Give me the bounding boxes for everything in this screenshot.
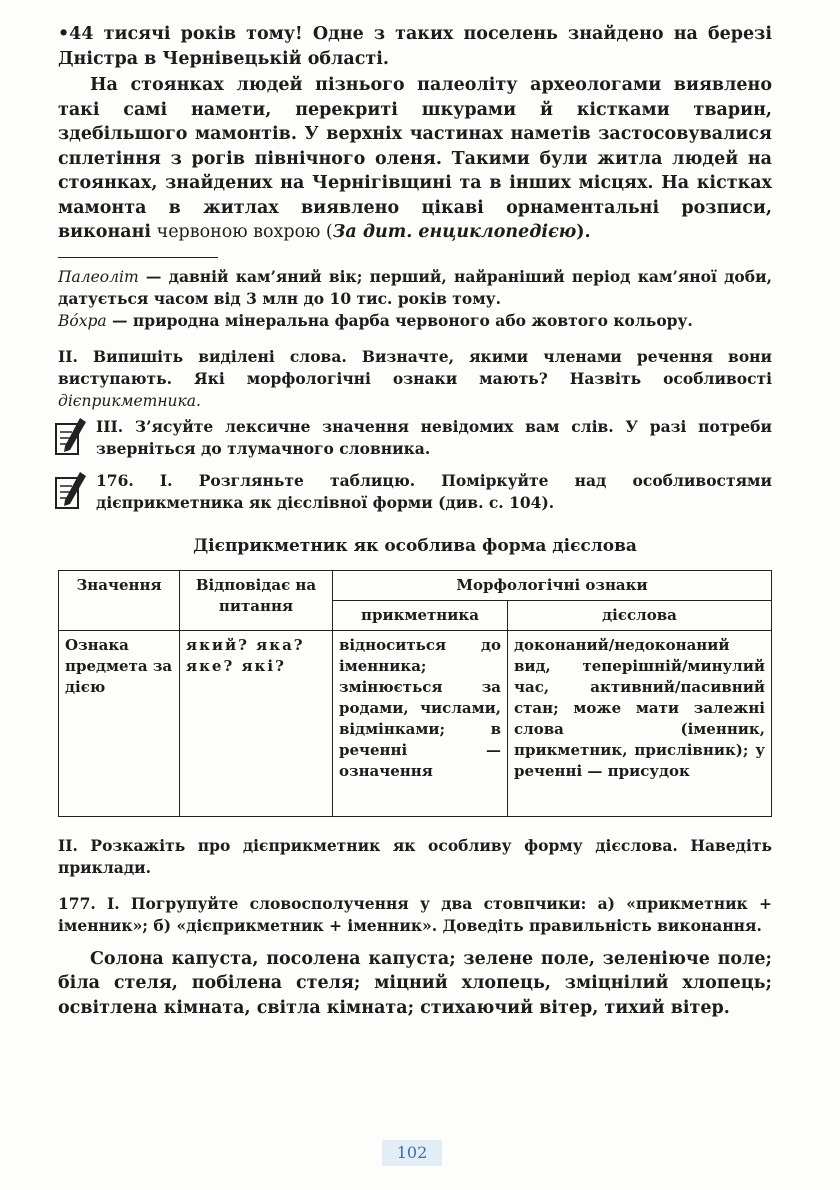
para-part2: шкурами й кістками тварин, здебільшого мамонтів. У верхніх частинах наметів застосовувалися сплетіння з рогів північного оленя. Такими були житла людей на стоянках, знайдених на Чернігівщині та в інших місцях. На кістках мамонта в житлах виявлено цікаві орнаментальні розписи, xyxy=(58,99,772,218)
header-morph: Морфологічні ознаки xyxy=(333,570,772,600)
cell-meaning: Ознака предмета за дією xyxy=(59,630,180,816)
header-meaning: Значення xyxy=(59,570,180,630)
table-title: Дієприкметник як особлива форма дієслова xyxy=(193,535,637,556)
header-answers: Відповідає на питання xyxy=(180,570,333,630)
glossary-term: Палеоліт xyxy=(58,267,139,286)
participle-table xyxy=(58,570,772,817)
glossary-term: Во́хра xyxy=(58,311,107,330)
top-paragraph: •44 тисячі років тому! Одне з таких поселень знайдено на березі Дністра в Чернівецькій області. xyxy=(58,24,772,69)
writing-pen-icon xyxy=(52,416,88,460)
highlight-perekryti: перекриті xyxy=(271,99,398,120)
source-reference: За дит. енциклопедією xyxy=(332,222,577,242)
cell-adj: відноситься до іменника; змінюється за родами, числами, відмінками; в реченні — означення xyxy=(333,630,508,816)
highlight-vykonani: виконані xyxy=(58,222,152,242)
writing-pen-icon xyxy=(52,470,88,514)
exercise-177: 177. І. Погрупуйте словосполучення у два стовпчики: а) «прикметник + іменник»; б) «дієприкметник + іменник». Доведіть правильність виконання. xyxy=(58,893,772,935)
glossary-definition: — природна мінеральна фарба червоного або жовтого кольору. xyxy=(106,310,693,330)
exercise-176-row xyxy=(58,470,772,514)
glossary-paleolit xyxy=(58,266,772,310)
cell-answers: який? яка? яке? які? xyxy=(180,630,333,816)
para-part4: ). xyxy=(576,222,591,242)
task-after-table: ІІ. Розкажіть про дієприкметник як особливу форму дієслова. Наведіть приклади. xyxy=(58,835,772,877)
task-2-text: ІІ. Випишіть виділені слова. Визначте, якими членами речення вони виступають. Які морфологічні ознаки мають? Назвіть особливості xyxy=(58,346,772,388)
para-part1: На стоянках людей пізнього палеоліту археологами виявлено такі самі намети, xyxy=(58,75,772,120)
glossary-definition: — давній кам’яний вік; перший, найраніший період кам’яної доби, датується часом від 3 млн до 10 тис. років тому. xyxy=(58,266,772,308)
page-number: 102 xyxy=(382,1140,442,1166)
header-adj: прикметника xyxy=(333,600,508,630)
task-2-italic: дієприкметника. xyxy=(58,391,201,410)
glossary-vokhra xyxy=(58,310,772,332)
table-header-row xyxy=(59,570,772,600)
cell-verb: доконаний/недоконаний вид, теперішній/минулий час, активний/пасивний стан; може мати залежні слова (іменник, прикметник, прислівник); у реченні — присудок xyxy=(508,630,772,816)
exercise-177-text: Солона капуста, посолена капуста; зелене поле, зеленіюче поле; біла стеля, побілена стеля; міцний хлопець, зміцнілий хлопець; освітлена кімната, світла кімната; стихаючий вітер, тихий вітер. xyxy=(58,948,772,1018)
task-3: ІІІ. З’ясуйте лексичне значення невідомих вам слів. У разі потреби зверніться до тлумачного словника. xyxy=(96,416,772,458)
footnote-divider xyxy=(58,257,218,258)
header-verb: дієслова xyxy=(508,600,772,630)
exercise-176: 176. І. Розгляньте таблицю. Поміркуйте над особливостями дієприкметника як дієслівної форми (див. с. 104). xyxy=(96,470,772,512)
page-content xyxy=(58,22,772,1020)
table-row xyxy=(59,630,772,816)
paragraph-dwellings xyxy=(58,73,772,245)
para-part3: червоною вохрою ( xyxy=(151,222,333,242)
task-2 xyxy=(58,346,772,412)
task-3-row xyxy=(58,416,772,460)
